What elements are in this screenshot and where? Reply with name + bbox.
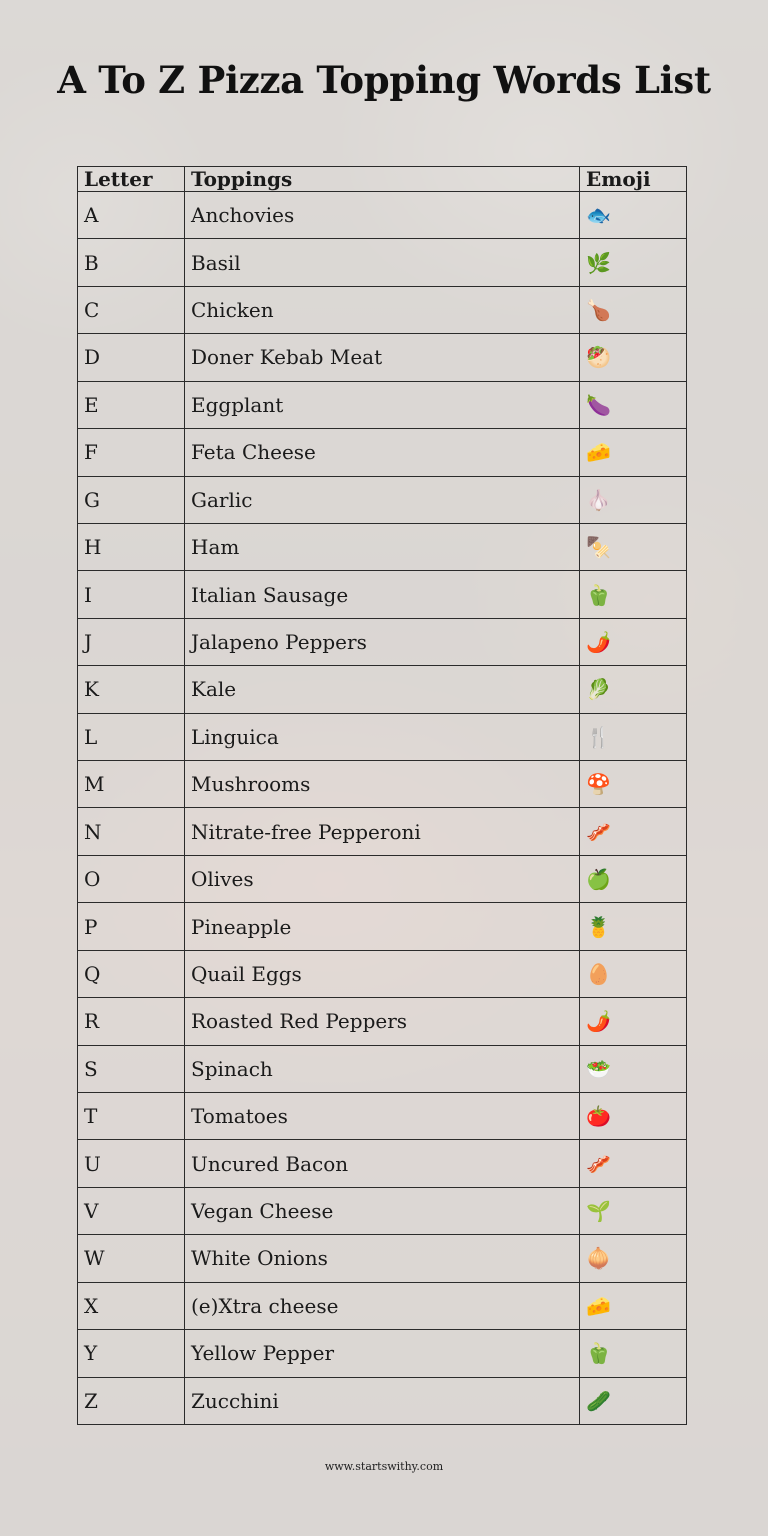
table-row	[78, 571, 687, 618]
table-row	[78, 1045, 687, 1092]
skewer-icon: 🍢	[586, 535, 611, 560]
letter-cell: O	[78, 855, 185, 902]
letter-cell: T	[78, 1093, 185, 1140]
letter-cell: J	[78, 618, 185, 665]
flatbread-icon: 🥙	[586, 345, 611, 370]
cucumber-icon: 🥒	[586, 1388, 611, 1413]
letter-cell: G	[78, 476, 185, 523]
column-header-emoji: Emoji	[580, 167, 687, 192]
bacon-icon: 🥓	[586, 819, 611, 844]
footer-url: www.startswithy.com	[324, 1460, 444, 1473]
emoji-cell	[580, 855, 687, 902]
topping-cell: Yellow Pepper	[185, 1330, 580, 1377]
letter-cell: B	[78, 239, 185, 286]
emoji-cell	[580, 1187, 687, 1234]
letter-cell: I	[78, 571, 185, 618]
topping-cell: Basil	[185, 239, 580, 286]
mushroom-icon: 🍄	[586, 772, 611, 797]
table-row	[78, 1093, 687, 1140]
letter-cell: A	[78, 192, 185, 239]
topping-cell: Garlic	[185, 476, 580, 523]
table-row	[78, 713, 687, 760]
emoji-cell	[580, 1093, 687, 1140]
emoji-cell	[580, 666, 687, 713]
emoji-cell	[580, 618, 687, 665]
emoji-cell	[580, 1140, 687, 1187]
table-row	[78, 666, 687, 713]
emoji-cell	[580, 903, 687, 950]
letter-cell: P	[78, 903, 185, 950]
emoji-cell	[580, 334, 687, 381]
cheese-icon: 🧀	[586, 1293, 611, 1318]
salad-icon: 🥗	[586, 1056, 611, 1081]
emoji-cell	[580, 429, 687, 476]
letter-cell: X	[78, 1282, 185, 1329]
letter-cell: U	[78, 1140, 185, 1187]
emoji-cell	[580, 192, 687, 239]
table-row	[78, 1140, 687, 1187]
topping-cell: Quail Eggs	[185, 950, 580, 997]
table-header-row	[78, 167, 687, 192]
topping-cell: Ham	[185, 523, 580, 570]
poultry-leg-icon: 🍗	[586, 298, 611, 323]
table-row	[78, 1330, 687, 1377]
letter-cell: R	[78, 998, 185, 1045]
table-row	[78, 808, 687, 855]
emoji-cell	[580, 523, 687, 570]
topping-cell: Mushrooms	[185, 761, 580, 808]
topping-cell: Uncured Bacon	[185, 1140, 580, 1187]
letter-cell: Q	[78, 950, 185, 997]
emoji-cell	[580, 571, 687, 618]
table-row	[78, 1282, 687, 1329]
hot-pepper-icon: 🌶️	[586, 1009, 611, 1034]
tomato-icon: 🍅	[586, 1104, 611, 1129]
emoji-cell	[580, 286, 687, 333]
column-header-letter: Letter	[78, 167, 185, 192]
table-row	[78, 381, 687, 428]
garlic-icon: 🧄	[586, 487, 611, 512]
table-row	[78, 429, 687, 476]
topping-cell: (e)Xtra cheese	[185, 1282, 580, 1329]
table-row	[78, 761, 687, 808]
table-row	[78, 1187, 687, 1234]
letter-cell: M	[78, 761, 185, 808]
topping-cell: Tomatoes	[185, 1093, 580, 1140]
table-body	[78, 192, 687, 1425]
emoji-cell	[580, 476, 687, 523]
letter-cell: N	[78, 808, 185, 855]
table-row	[78, 523, 687, 570]
topping-cell: Nitrate-free Pepperoni	[185, 808, 580, 855]
emoji-cell	[580, 1377, 687, 1424]
letter-cell: E	[78, 381, 185, 428]
table-row	[78, 998, 687, 1045]
emoji-cell	[580, 998, 687, 1045]
topping-cell: Vegan Cheese	[185, 1187, 580, 1234]
seedling-icon: 🌱	[586, 1199, 611, 1224]
letter-cell: D	[78, 334, 185, 381]
eggplant-icon: 🍆	[586, 392, 611, 417]
letter-cell: W	[78, 1235, 185, 1282]
emoji-cell	[580, 1330, 687, 1377]
letter-cell: Z	[78, 1377, 185, 1424]
topping-cell: Italian Sausage	[185, 571, 580, 618]
cheese-icon: 🧀	[586, 440, 611, 465]
topping-cell: Olives	[185, 855, 580, 902]
table-row	[78, 239, 687, 286]
topping-table	[77, 166, 687, 1425]
emoji-cell	[580, 239, 687, 286]
table-row	[78, 855, 687, 902]
letter-cell: V	[78, 1187, 185, 1234]
topping-cell: Roasted Red Peppers	[185, 998, 580, 1045]
fork-knife-icon: 🍴	[586, 724, 611, 749]
letter-cell: S	[78, 1045, 185, 1092]
emoji-cell	[580, 381, 687, 428]
column-header-toppings: Toppings	[185, 167, 580, 192]
fish-icon: 🐟	[586, 203, 611, 228]
table-row	[78, 334, 687, 381]
emoji-cell	[580, 808, 687, 855]
topping-cell: Eggplant	[185, 381, 580, 428]
topping-cell: Zucchini	[185, 1377, 580, 1424]
emoji-cell	[580, 1045, 687, 1092]
letter-cell: H	[78, 523, 185, 570]
topping-cell: White Onions	[185, 1235, 580, 1282]
emoji-cell	[580, 1282, 687, 1329]
topping-cell: Chicken	[185, 286, 580, 333]
bacon-icon: 🥓	[586, 1151, 611, 1176]
topping-cell: Linguica	[185, 713, 580, 760]
emoji-cell	[580, 713, 687, 760]
emoji-cell	[580, 761, 687, 808]
egg-icon: 🥚	[586, 961, 611, 986]
bell-pepper-icon: 🫑	[586, 1341, 611, 1366]
pineapple-icon: 🍍	[586, 914, 611, 939]
table-row	[78, 950, 687, 997]
herb-icon: 🌿	[586, 250, 611, 275]
letter-cell: Y	[78, 1330, 185, 1377]
topping-cell: Jalapeno Peppers	[185, 618, 580, 665]
topping-cell: Pineapple	[185, 903, 580, 950]
letter-cell: L	[78, 713, 185, 760]
green-apple-icon: 🍏	[586, 867, 611, 892]
table-row	[78, 192, 687, 239]
topping-cell: Spinach	[185, 1045, 580, 1092]
table-row	[78, 1235, 687, 1282]
emoji-cell	[580, 950, 687, 997]
table-row	[78, 476, 687, 523]
leafy-green-icon: 🥬	[586, 677, 611, 702]
table-row	[78, 1377, 687, 1424]
topping-cell: Kale	[185, 666, 580, 713]
table-row	[78, 286, 687, 333]
table-row	[78, 903, 687, 950]
topping-cell: Doner Kebab Meat	[185, 334, 580, 381]
hot-pepper-icon: 🌶️	[586, 630, 611, 654]
letter-cell: C	[78, 286, 185, 333]
page-title: A To Z Pizza Topping Words List	[57, 58, 711, 102]
table-row	[78, 618, 687, 665]
topping-cell: Feta Cheese	[185, 429, 580, 476]
letter-cell: K	[78, 666, 185, 713]
emoji-cell	[580, 1235, 687, 1282]
bell-pepper-icon: 🫑	[586, 582, 611, 607]
onion-icon: 🧅	[586, 1246, 611, 1271]
topping-cell: Anchovies	[185, 192, 580, 239]
letter-cell: F	[78, 429, 185, 476]
